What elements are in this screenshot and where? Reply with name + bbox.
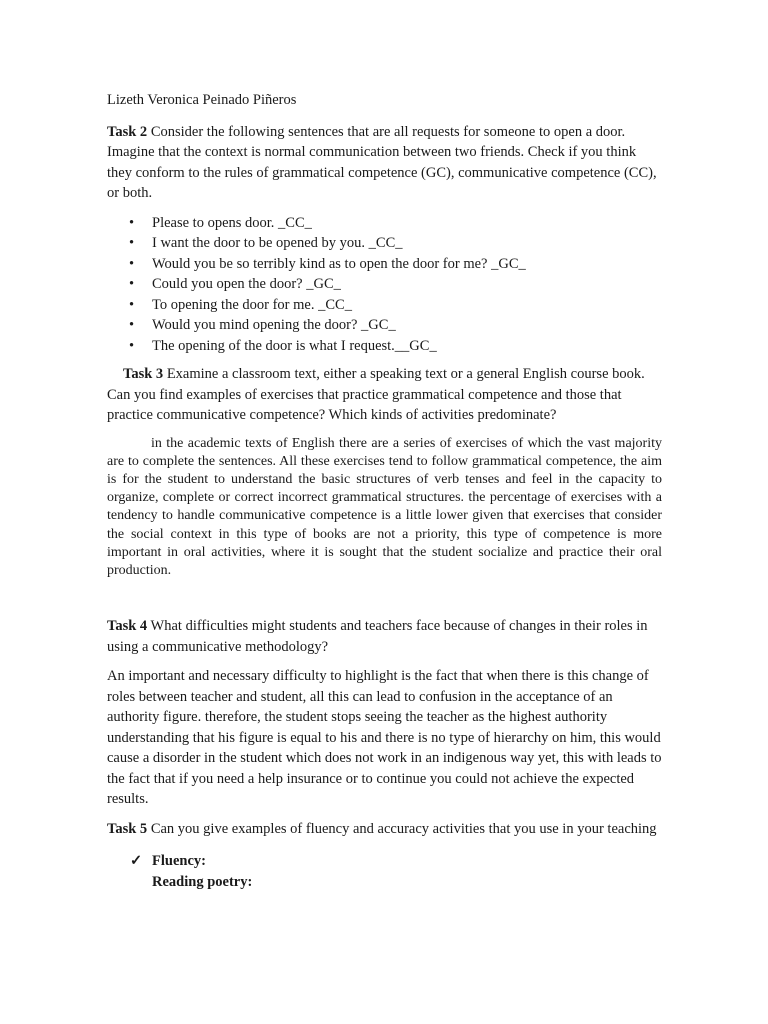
- document-page: [107, 90, 662, 892]
- fluency-heading: Fluency:: [152, 853, 206, 870]
- task3-answer-text: in the academic texts of English there are a series of exercises of which the vast majority are to complete the sentences. All these exercises tend to follow grammatical competence, the aim is for the student to understand the basic structures of verb tenses and feel in the capacity to organize, complete or correct incorrect grammatical structures. the percentage of exercises with a tendency to handle communicative competence is a little lower given that exercises that consider the social context in this type of books are not a priority, this type of competence is more important in oral activities, where it is sought that the student socialize and practice their oral production.: [107, 435, 662, 578]
- list-item: [107, 315, 662, 336]
- task2-label: Task 2: [107, 123, 148, 140]
- bullet-dot-icon: •: [129, 317, 135, 333]
- sentence-text: Would you be so terribly kind as to open the door for me? _GC_: [152, 255, 526, 272]
- list-item: [107, 254, 662, 275]
- bullet-dot-icon: •: [129, 235, 135, 251]
- bullet-dot-icon: •: [129, 296, 135, 313]
- list-item: [107, 213, 662, 234]
- sentence-text: The opening of the door is what I request.__GC_: [152, 337, 437, 354]
- bullet-dot-icon: •: [129, 214, 135, 231]
- list-item: [107, 336, 662, 357]
- sentence-text: Would you mind opening the door? _GC_: [152, 317, 396, 333]
- reading-poetry-heading: Reading poetry:: [152, 873, 253, 890]
- sentence-text: I want the door to be opened by you. _CC_: [152, 235, 403, 251]
- sentence-text: To opening the door for me. _CC_: [152, 296, 352, 313]
- task3-label: Task 3: [123, 366, 164, 382]
- sentence-text: Could you open the door? _GC_: [152, 276, 341, 292]
- task4-answer: An important and necessary difficulty to highlight is the fact that when there is this change of roles between teacher and student, all this can lead to confusion in the acceptance of an authority figure. therefore, the student stops seeing the teacher as the highest authority understanding that his figure is equal to his and there is no type of hierarchy on him, this would cause a disorder in the student which does not work in an indigenous way yet, this with leads to the fact that if you need a help insurance or to continue you could not achieve the expected results.: [107, 668, 662, 808]
- task3-text: Examine a classroom text, either a speaking text or a general English course book. Can you find examples of exercises that practice grammatical competence and those that practice communicative competence? Which kinds of activities predominate?: [107, 366, 645, 423]
- checkmark-icon: ✓: [130, 853, 143, 870]
- task4-prompt: [107, 616, 662, 657]
- bullet-dot-icon: •: [129, 276, 135, 292]
- author-name: Lizeth Veronica Peinado Piñeros: [107, 92, 297, 108]
- list-item: [107, 233, 662, 254]
- list-item: [107, 872, 662, 893]
- task4-label: Task 4: [107, 618, 148, 635]
- task2-prompt: [107, 122, 662, 204]
- list-item: [107, 851, 662, 872]
- list-item: [107, 274, 662, 295]
- task3-answer: [107, 435, 662, 581]
- task5-prompt: [107, 819, 662, 840]
- task5-text: Can you give examples of fluency and accuracy activities that you use in your teaching: [147, 820, 657, 837]
- bullet-dot-icon: •: [129, 337, 135, 354]
- sentence-text: Please to opens door. _CC_: [152, 214, 312, 231]
- task5-label: Task 5: [107, 820, 148, 837]
- task2-text: Consider the following sentences that are all requests for someone to open a door. Imagine that the context is normal communication between two friends. Check if you think they conform to the rules of grammatical competence (GC), communicative competence (CC), or both.: [107, 123, 657, 201]
- bullet-dot-icon: •: [129, 255, 135, 272]
- list-item: [107, 295, 662, 316]
- task2-sentence-list: [107, 213, 662, 357]
- spacer: [107, 589, 662, 616]
- task5-checklist: [107, 851, 662, 892]
- task4-text: What difficulties might students and teachers face because of changes in their roles in using a communicative methodology?: [107, 618, 648, 655]
- task3-prompt: [107, 364, 662, 426]
